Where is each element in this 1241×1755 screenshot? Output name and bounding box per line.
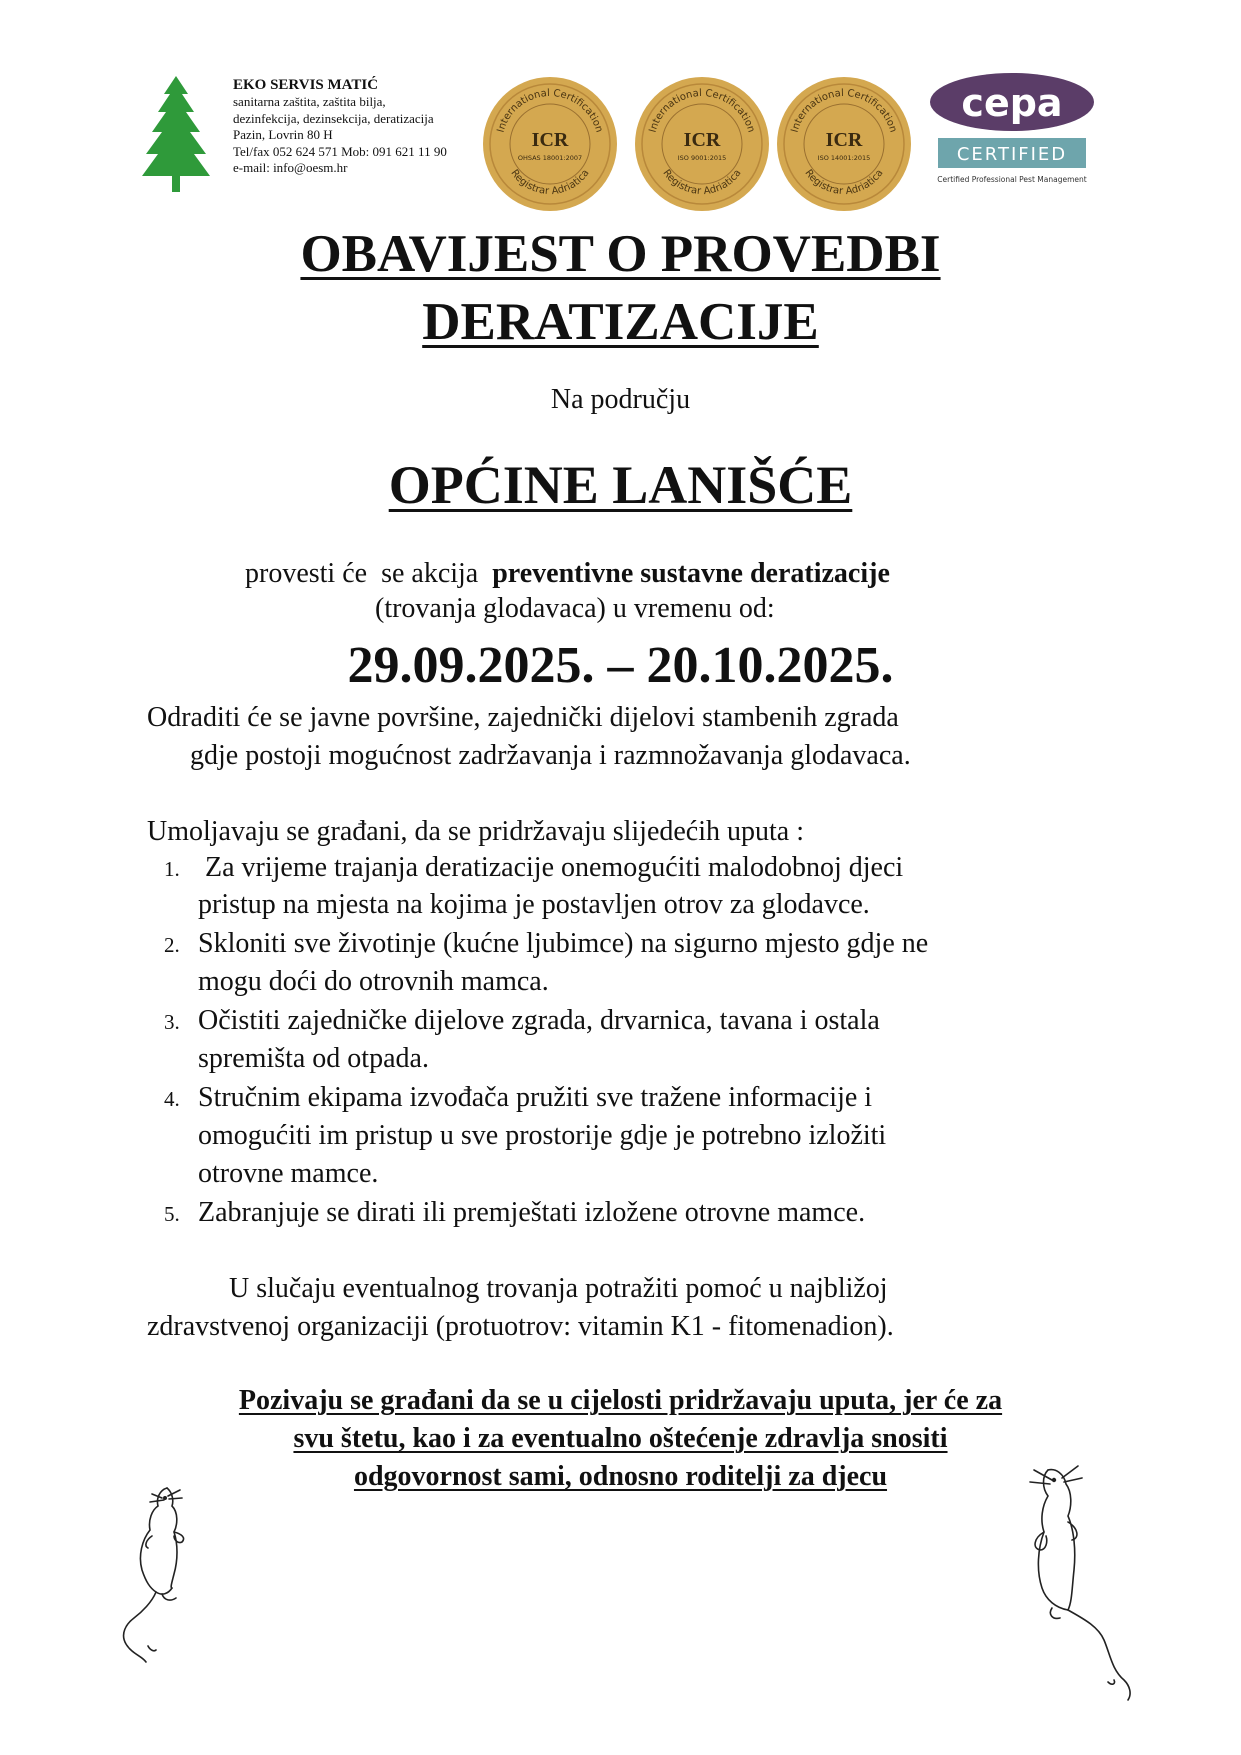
cepa-certified-logo [928,72,1098,200]
municipality-name: OPĆINE LANIŠĆE [388,455,853,515]
seal-bottom-text: Registrar Adriatica [508,167,592,198]
seal-brand: ICR [825,129,863,151]
seal-brand: ICR [683,129,721,151]
list-item: spremišta od otpada. [198,1043,429,1074]
certification-seal-icon [632,74,772,214]
seal-standard: ISO 14001:2015 [817,154,871,162]
warning-line: Pozivaju se građani da se u cijelosti pridržavaju uputa, jer će za [238,1385,1003,1416]
list-number: 5. [164,1202,180,1226]
rat-illustration-icon [112,1478,212,1663]
seal-bottom-text: Registrar Adriatica [660,167,744,198]
seal-top-text: International Certification [789,87,899,134]
seal-top-text: International Certification [647,87,757,134]
company-line: sanitarna zaštita, zaštita bilja, [233,94,386,109]
seal-brand: ICR [531,129,569,151]
list-item: Za vrijeme trajanja deratizacije onemogućiti malodobnoj djeci [198,852,904,883]
company-name: EKO SERVIS MATIĆ [233,77,379,93]
warning-line: odgovornost sami, odnosno roditelji za djecu [353,1461,888,1492]
seal-bottom-text: Registrar Adriatica [802,167,886,198]
list-item: mogu doći do otrovnih mamca. [198,966,549,997]
action-bold: preventivne sustavne deratizacije [492,558,890,589]
rat-illustration-icon [1012,1458,1142,1703]
company-info [233,76,483,177]
list-item: Očistiti zajedničke dijelove zgrada, drvarnica, tavana i ostala [198,1005,880,1036]
poison-line1: U slučaju eventualnog trovanja potražiti pomoć u najbližoj [229,1273,888,1304]
cepa-subtitle: Certified Professional Pest Management [937,175,1087,184]
seal-top-text: International Certification [495,87,605,134]
seal-standard: OHSAS 18001:2007 [517,154,583,162]
certification-seal-icon [480,74,620,214]
list-item: Zabranjuje se dirati ili premještati izložene otrovne mamce. [198,1197,866,1228]
action-line: provesti će se akcija preventivne sustavne deratizacije [245,558,890,589]
list-item: Skloniti sve životinje (kućne ljubimce) na sigurno mjesto gdje ne [198,928,929,959]
notice-title-line2: DERATIZACIJE [422,293,819,351]
list-item: pristup na mjesta na kojima je postavljen otrov za glodavce. [198,889,870,920]
seal-standard: ISO 9001:2015 [677,154,727,162]
list-item: Stručnim ekipama izvođača pružiti sve tražene informacije i [198,1082,873,1113]
cepa-certified-text: CERTIFIED [956,144,1068,165]
list-item: otrovne mamce. [198,1158,379,1189]
list-number: 2. [164,933,180,957]
tree-logo-icon [142,76,210,192]
instructions-intro: Umoljavaju se građani, da se pridržavaju slijedećih uputa : [147,816,805,847]
notice-title-line1: OBAVIJEST O PROVEDBI [300,225,941,283]
company-line: dezinfekcija, dezinsekcija, deratizacija [233,110,434,126]
list-number: 3. [164,1010,180,1034]
list-number: 4. [164,1087,180,1111]
list-item: omogućiti im pristup u sve prostorije gdje je potrebno izložiti [198,1120,887,1151]
company-address: Pazin, Lovrin 80 H [233,127,333,142]
action-dates: 29.09.2025. – 20.10.2025. [347,637,894,694]
warning-line: svu štetu, kao i za eventualno oštećenje zdravlja snositi [293,1423,948,1454]
scope-line2: gdje postoji mogućnost zadržavanja i razmnožavanja glodavaca. [190,740,911,771]
company-phone: Tel/fax 052 624 571 Mob: 091 621 11 90 [233,143,447,159]
certification-seal-icon [774,74,914,214]
action-line2: (trovanja glodavaca) u vremenu od: [375,593,775,624]
company-email: e-mail: info@oesm.hr [233,160,348,175]
poison-line2: zdravstvenoj organizaciji (protuotrov: vitamin K1 - fitomenadion). [147,1311,894,1342]
list-number: 1. [164,857,180,881]
scope-line1: Odraditi će se javne površine, zajednički dijelovi stambenih zgrada [147,702,899,733]
area-intro: Na području [550,384,691,415]
cepa-logo-text: cepa [961,81,1063,125]
